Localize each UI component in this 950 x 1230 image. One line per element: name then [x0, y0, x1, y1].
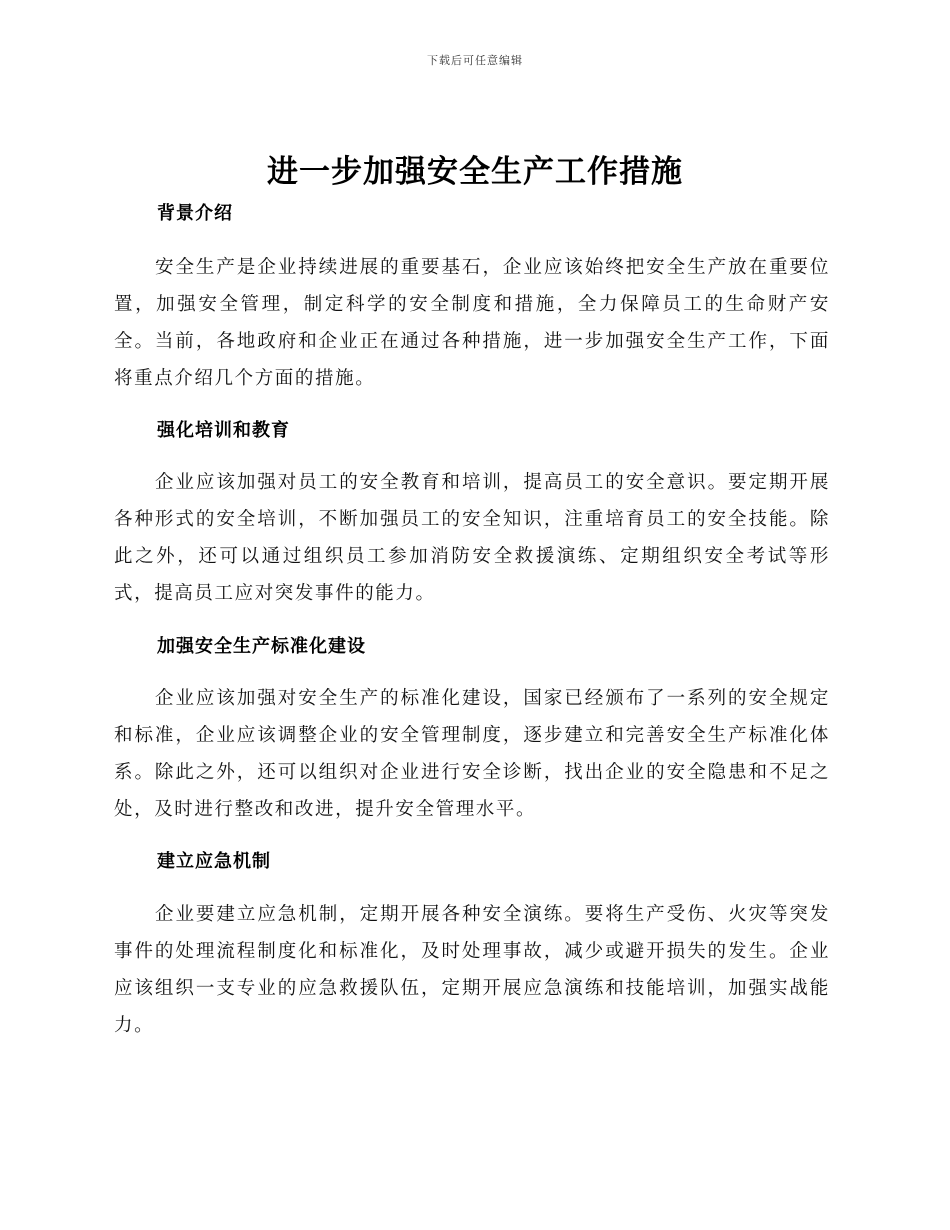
section-heading-standardization: 加强安全生产标准化建设	[157, 636, 366, 657]
document-title: 进一步加强安全生产工作措施	[267, 154, 683, 190]
section-body-standardization: 企业应该加强对安全生产的标准化建设，国家已经颁布了一系列的安全规定和标准，企业应该调整企业的安全管理制度，逐步建立和完善安全生产标准化体系。除此之外，还可以组织对企业进行安全诊断，找出企业的安全隐患和不足之处，及时进行整改和改进，提升安全管理水平。	[114, 688, 830, 820]
section-heading-training: 强化培训和教育	[157, 420, 290, 441]
section-body-background: 安全生产是企业持续进展的重要基石，企业应该始终把安全生产放在重要位置，加强安全管理，制定科学的安全制度和措施，全力保障员工的生命财产安全。当前，各地政府和企业正在通过各种措施，进一步加强安全生产工作，下面将重点介绍几个方面的措施。	[114, 257, 830, 389]
section-body-training: 企业应该加强对员工的安全教育和培训，提高员工的安全意识。要定期开展各种形式的安全培训，不断加强员工的安全知识，注重培育员工的安全技能。除此之外，还可以通过组织员工参加消防安全救援演练、定期组织安全考试等形式，提高员工应对突发事件的能力。	[114, 472, 830, 604]
section-body-emergency: 企业要建立应急机制，定期开展各种安全演练。要将生产受伤、火灾等突发事件的处理流程制度化和标准化，及时处理事故，减少或避开损失的发生。企业应该组织一支专业的应急救援队伍，定期开展应急演练和技能培训，加强实战能力。	[114, 904, 830, 1036]
section-heading-emergency: 建立应急机制	[157, 851, 271, 872]
page-header-note: 下载后可任意编辑	[427, 54, 523, 67]
section-heading-background: 背景介绍	[157, 203, 233, 224]
